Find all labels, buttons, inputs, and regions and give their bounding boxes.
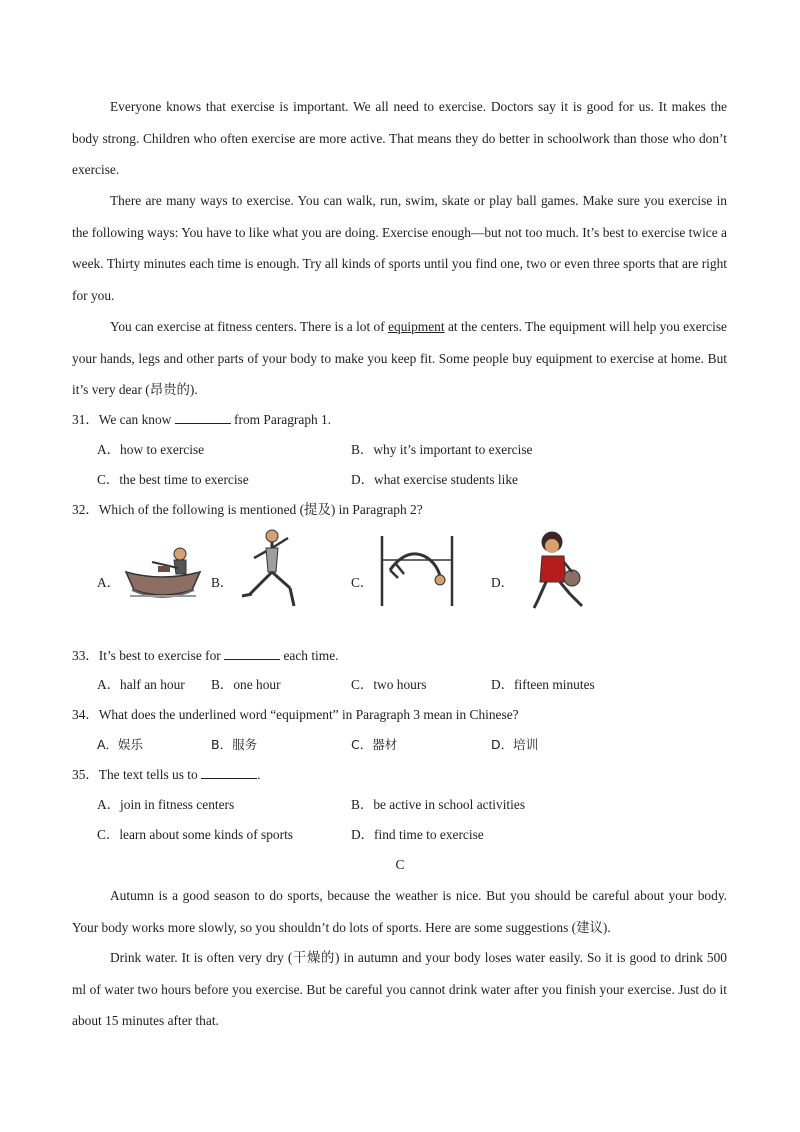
- q32-option-b[interactable]: B．: [211, 575, 234, 590]
- high-jump-picture: [376, 534, 460, 608]
- section-c-paragraph-1: Autumn is a good season to do sports, because the weather is nice. But you should be careful about your body. Your body works more slowly, so you shouldn’t do lots of sports. Here are some suggestions (建议).: [72, 888, 727, 935]
- section-c-paragraph-2: Drink water. It is often very dry (干燥的) in autumn and your body loses water easily. So it is good to drink 500 ml of water two hours before you exercise. But be careful you cannot drink water after you finish your exercise. Just do it about 15 minutes after that.: [72, 950, 727, 1028]
- q32-option-a[interactable]: A．: [97, 575, 121, 590]
- q34-option-b[interactable]: B．服务: [211, 737, 258, 752]
- q34-option-a[interactable]: A．娱乐: [97, 737, 144, 752]
- rowing-boat-picture: [122, 538, 204, 602]
- q31-option-a[interactable]: A．how to exercise: [97, 442, 205, 457]
- q35-option-a[interactable]: A．join in fitness centers: [97, 797, 235, 812]
- q32-option-d[interactable]: D．: [491, 575, 515, 590]
- answer-blank: [175, 411, 231, 424]
- question-33: 33．It’s best to exercise for each time.: [72, 648, 339, 663]
- q33-option-d[interactable]: D．fifteen minutes: [491, 677, 595, 692]
- q33-option-a[interactable]: A．half an hour: [97, 677, 185, 692]
- basketball-player-picture: [526, 528, 592, 612]
- q31-option-c[interactable]: C．the best time to exercise: [97, 472, 249, 487]
- passage-paragraph-2: There are many ways to exercise. You can walk, run, swim, skate or play ball games. Make sure you exercise in the following ways: You have to like what you are doing. Exercise enough—but not too much. It’s best to exercise twice a week. Thirty minutes each time is enough. Try all kinds of sports until you find one, two or even three sports that are right for you.: [72, 193, 727, 303]
- q35-option-c[interactable]: C．learn about some kinds of sports: [97, 827, 294, 842]
- q35-option-b[interactable]: B．be active in school activities: [351, 797, 526, 812]
- answer-blank: [201, 766, 257, 779]
- q34-option-c[interactable]: C．器材: [351, 737, 398, 752]
- question-35: 35．The text tells us to .: [72, 767, 261, 782]
- q33-option-b[interactable]: B．one hour: [211, 677, 281, 692]
- question-31: 31．We can know from Paragraph 1.: [72, 412, 332, 427]
- answer-blank: [224, 647, 280, 660]
- section-c-heading: C: [395, 857, 405, 872]
- kungfu-person-picture: [236, 528, 308, 612]
- q34-option-d[interactable]: D．培训: [491, 737, 539, 752]
- question-32: 32．Which of the following is mentioned (提及) in Paragraph 2?: [72, 502, 423, 517]
- q31-option-d[interactable]: D．what exercise students like: [351, 472, 518, 487]
- passage-paragraph-3: You can exercise at fitness centers. There is a lot of equipment at the centers. The equipment will help you exercise your hands, legs and other parts of your body to make you keep fit. Some people buy equipment to exercise at home. But it’s very dear (昂贵的).: [72, 319, 727, 397]
- q35-option-d[interactable]: D．find time to exercise: [351, 827, 484, 842]
- underlined-word-equipment: equipment: [388, 319, 445, 334]
- q33-option-c[interactable]: C．two hours: [351, 677, 427, 692]
- passage-paragraph-1: Everyone knows that exercise is important. We all need to exercise. Doctors say it is good for us. It makes the body strong. Children who often exercise are more active. That means they do better in schoolwork than those who don’t exercise.: [72, 99, 727, 177]
- q32-option-c[interactable]: C．: [351, 575, 374, 590]
- question-34: 34．What does the underlined word “equipment” in Paragraph 3 mean in Chinese?: [72, 707, 519, 722]
- q31-option-b[interactable]: B．why it’s important to exercise: [351, 442, 533, 457]
